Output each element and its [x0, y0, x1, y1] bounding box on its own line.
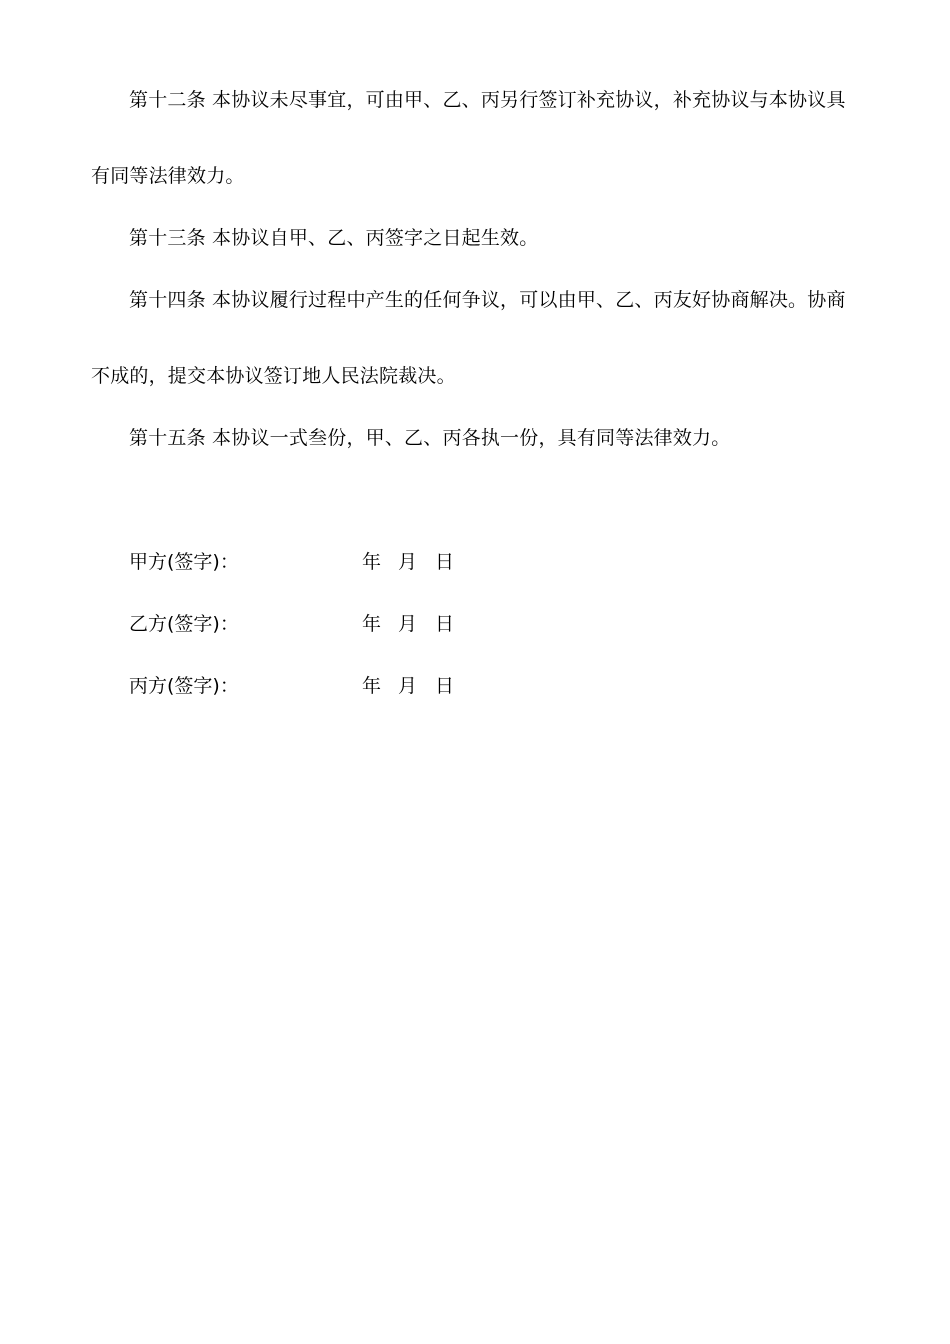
- article-12: 第十二条 本协议未尽事宜，可由甲、乙、丙另行签订补充协议，补充协议与本协议具有同等法律效力。: [91, 89, 846, 187]
- signature-year-label: 年: [362, 613, 382, 635]
- article-13: 第十三条 本协议自甲、乙、丙签字之日起生效。: [129, 227, 539, 249]
- signature-year-label: 年: [362, 551, 382, 573]
- signature-month-label: 月: [398, 551, 418, 573]
- signature-month-label: 月: [398, 613, 418, 635]
- signature-label-party-c: 丙方(签字)：: [129, 675, 239, 697]
- article-14: 第十四条 本协议履行过程中产生的任何争议，可以由甲、乙、丙友好协商解决。协商不成的，提交本协议签订地人民法院裁决。: [91, 289, 846, 387]
- signature-label-party-a: 甲方(签字)：: [129, 551, 239, 573]
- signature-day-label: 日: [435, 613, 455, 635]
- signature-year-label: 年: [362, 675, 382, 697]
- article-15: 第十五条 本协议一式叁份，甲、乙、丙各执一份，具有同等法律效力。: [129, 427, 731, 449]
- signature-label-party-b: 乙方(签字)：: [129, 613, 239, 635]
- signature-day-label: 日: [435, 675, 455, 697]
- signature-day-label: 日: [435, 551, 455, 573]
- signature-month-label: 月: [398, 675, 418, 697]
